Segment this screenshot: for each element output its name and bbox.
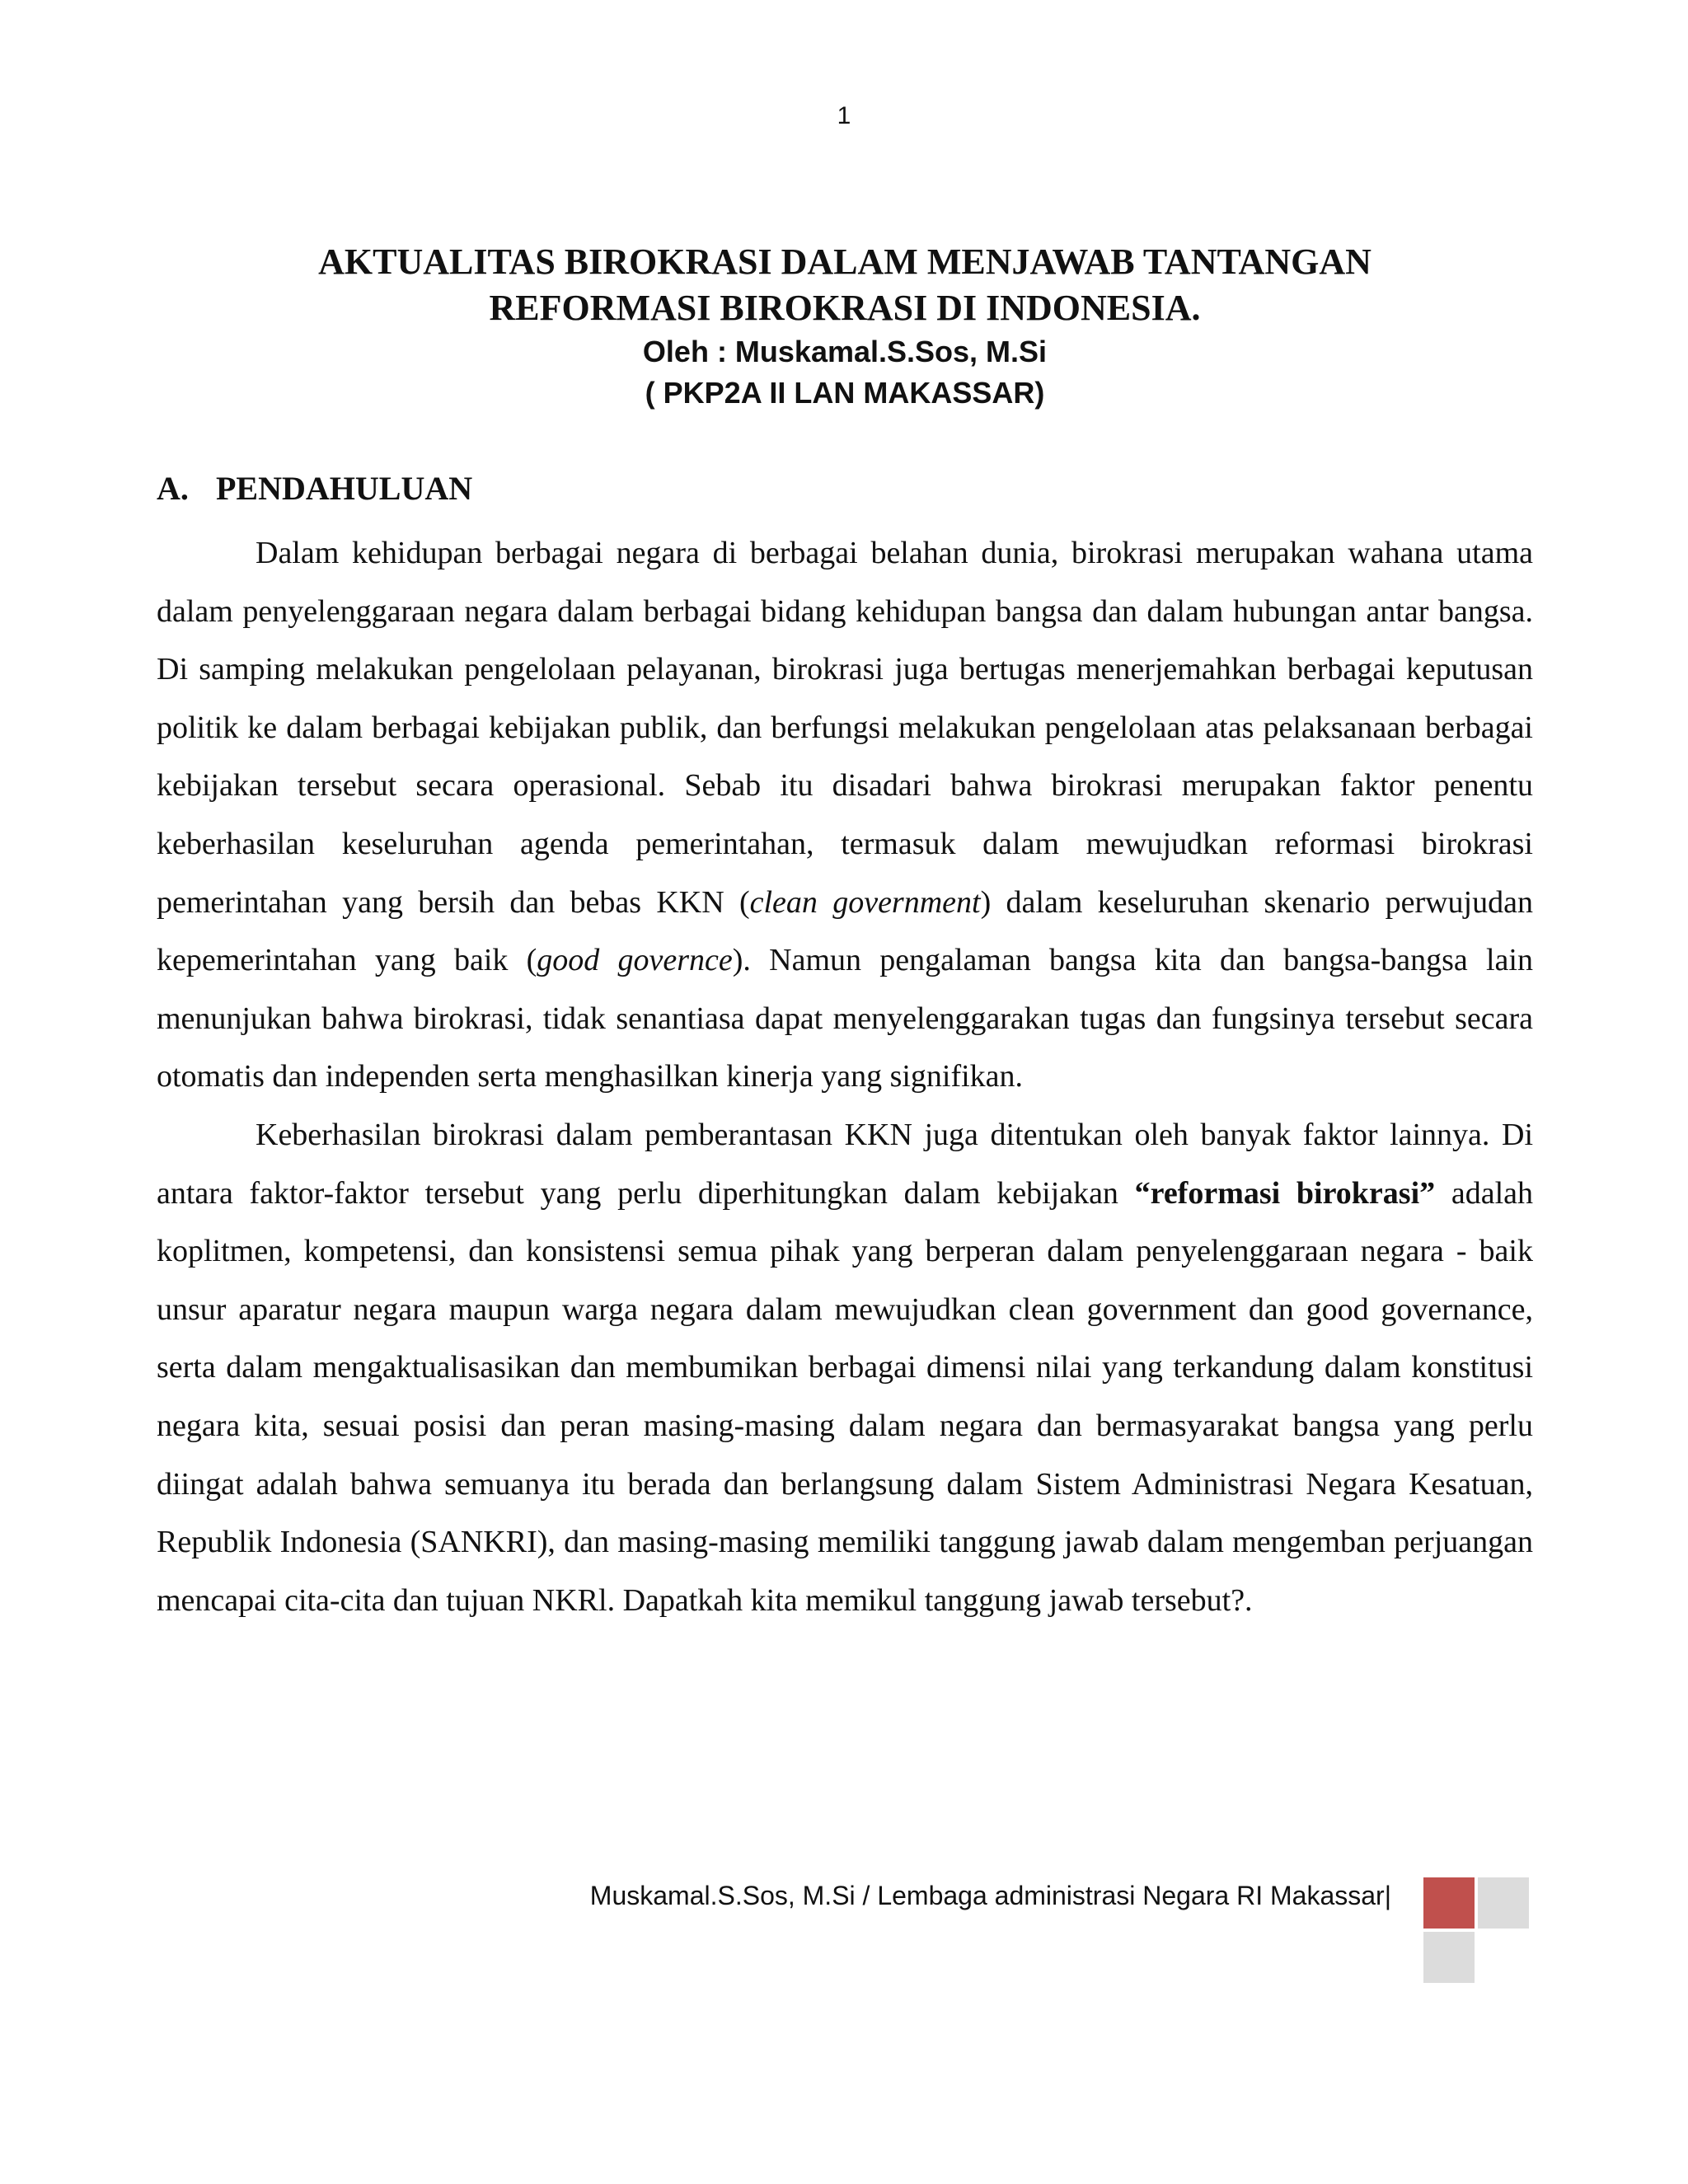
paragraph-1	[157, 524, 1533, 1106]
italic-clean-government: clean government	[749, 884, 981, 920]
paragraph-2-part-1: Keberhasilan birokrasi dalam pemberantasan KKN juga ditentukan oleh banyak faktor lainnya. Di antara faktor-faktor tersebut yang perlu diperhitungkan dalam kebijakan	[157, 1117, 1533, 1211]
bold-reformasi-birokrasi: “reformasi birokrasi”	[1134, 1175, 1436, 1211]
footer-square-grey-bottom	[1423, 1932, 1475, 1983]
document-title-line-2: REFORMASI BIROKRASI DI INDONESIA.	[489, 288, 1201, 328]
section-title: PENDAHULUAN	[216, 470, 473, 507]
section-heading	[157, 466, 472, 512]
author-line: Oleh : Muskamal.S.Sos, M.Si	[642, 335, 1048, 368]
paragraph-1-part-1: Dalam kehidupan berbagai negara di berbagai belahan dunia, birokrasi merupakan wahana utama dalam penyelenggaraan negara dalam berbagai bidang kehidupan bangsa dan dalam hubungan antar bangsa. Di samping melakukan pengelolaan pelayanan, birokrasi juga bertugas menerjemahkan berbagai keputusan politik ke dalam berbagai kebijakan publik, dan berfungsi melakukan pengelolaan atas pelaksanaan berbagai kebijakan tersebut secara operasional. Sebab itu disadari bahwa birokrasi merupakan faktor penentu keberhasilan keseluruhan agenda pemerintahan, termasuk dalam mewujudkan reformasi birokrasi pemerintahan yang bersih dan bebas KKN (	[157, 536, 1533, 920]
footer-square-grey-right	[1478, 1877, 1529, 1929]
paragraph-2	[157, 1106, 1533, 1629]
page-number: 1	[837, 102, 851, 129]
document-title-line-1: AKTUALITAS BIROKRASI DALAM MENJAWAB TANTANGAN	[318, 241, 1372, 282]
footer-square-red	[1423, 1877, 1475, 1929]
body-text	[157, 524, 1533, 1629]
paragraph-2-part-2: adalah koplitmen, kompetensi, dan konsistensi semua pihak yang berperan dalam penyelenggaraan negara - baik unsur aparatur negara maupun warga negara dalam mewujudkan clean government dan good governance, serta dalam mengaktualisasikan dan membumikan berbagai dimensi nilai yang terkandung dalam konstitusi negara kita, sesuai posisi dan peran masing-masing dalam negara dan bermasyarakat bangsa yang perlu diingat adalah bahwa semuanya itu berada dan berlangsung dalam Sistem Administrasi Negara Kesatuan, Republik Indonesia (SANKRI), dan masing-masing memiliki tanggung jawab dalam mengemban perjuangan mencapai cita-cita dan tujuan NKRl. Dapatkah kita memikul tanggung jawab tersebut?.	[157, 1175, 1533, 1618]
section-number: A.	[157, 470, 189, 507]
italic-good-governce: good governce	[537, 943, 733, 978]
paragraph-1-part-2: ) dalam keseluruhan skenario perwujudan kepemerintahan yang baik (	[157, 884, 1533, 978]
institution-line: ( PKP2A II LAN MAKASSAR)	[645, 376, 1045, 410]
paragraph-1-part-3: ). Namun pengalaman bangsa kita dan bangsa-bangsa lain menunjukan bahwa birokrasi, tidak senantiasa dapat menyelenggarakan tugas dan fungsinya tersebut secara otomatis dan independen serta menghasilkan kinerja yang signifikan.	[157, 943, 1533, 1094]
title-block	[157, 239, 1533, 414]
footer-text: Muskamal.S.Sos, M.Si / Lembaga administrasi Negara RI Makassar|	[589, 1881, 1391, 1910]
